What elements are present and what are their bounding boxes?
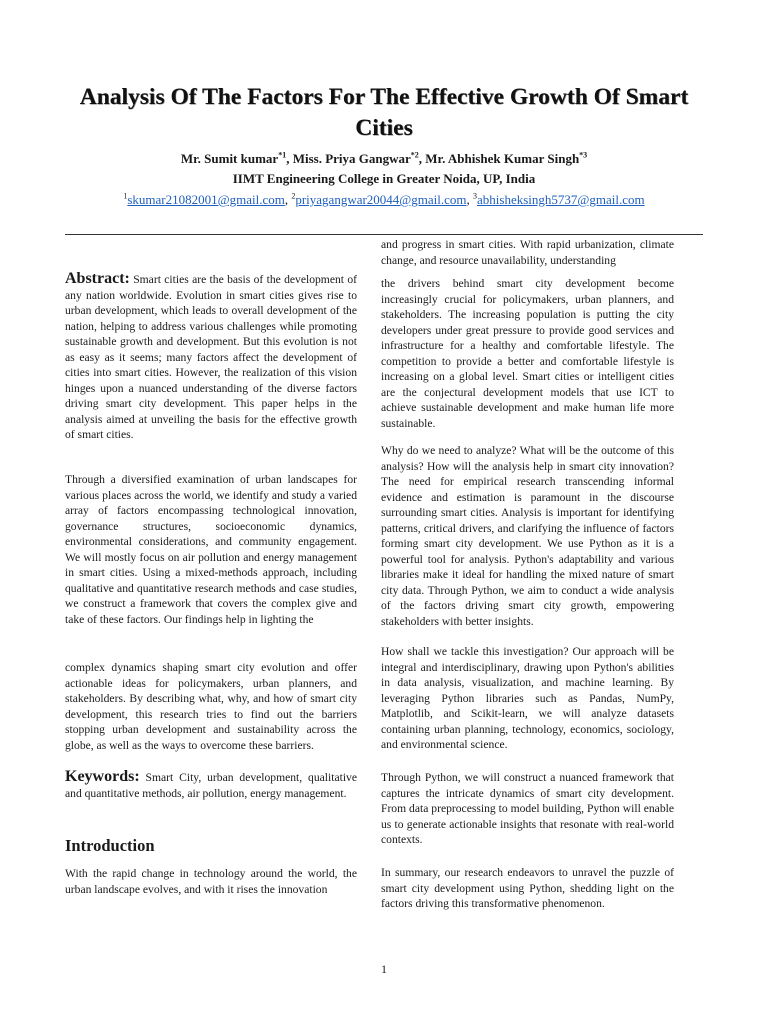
email-link-1[interactable]: skumar21082001@gmail.com — [127, 192, 285, 207]
right-paragraph-3: How shall we tackle this investigation? Our approach will be integral and interdisciplinary, drawing upon Python's abilities in data analysis, visualization, and machine learning. By leveraging Python libraries such as Pandas, NumPy, Matplotlib, and Scikit-learn, we will analyze datasets containing urban planning, technology, economics, sociology, and environmental science. — [381, 645, 674, 751]
email-2-sup: 2 — [291, 191, 296, 201]
right-paragraph-2: Why do we need to analyze? What will be the outcome of this analysis? How will the analysis help in smart city innovation? The need for empirical research transcending informal evidence and estimation is paramount in the discourse surrounding smart cities. Analysis is important for identifying patterns, critical drivers, and clarifying the influence of factors forming smart city development. We use Python as it is a powerful tool for analysis. Python's adaptability and various libraries make it ideal for handling the mixed nature of smart city data. Through Python, we aim to conduct a wide analysis of the factors driving smart city growth, empowering stakeholders with better insights. — [381, 444, 674, 628]
email-link-3[interactable]: abhisheksingh5737@gmail.com — [477, 192, 645, 207]
introduction-paragraph-1: With the rapid change in technology around the world, the urban landscape evolves, and with it rises the innovation — [65, 867, 357, 896]
author-line — [60, 150, 708, 168]
keywords-heading: Keywords: — [65, 768, 140, 785]
abstract-text-1: Smart cities are the basis of the development of any nation worldwide. Evolution in smart cities gives rise to urban development, which leads to overall development of the nation, helping to address various challenges while promoting sustainable growth and development. But this evolution is not as easy as it seems; many factors affect the development of cities into smart cities. However, the realization of this vision hinges upon a nuanced understanding of the diverse factors driving smart city development. This paper helps in the analysis aimed at unveiling the basis for the effective growth of smart cities. — [65, 273, 357, 441]
keywords-paragraph — [65, 769, 357, 801]
email-line: $^1$skumar21082001@gmail.com, $^2$priyagangwar20044@gmail.com, $^3$abhisheksingh5737@gmail.com — [123, 191, 645, 207]
author-1-sup: *1 — [278, 150, 287, 160]
keywords-text: Smart City, urban development, qualitative and quantitative methods, air pollution, energy management. — [65, 771, 357, 800]
author-3: , Mr. Abhishek Kumar Singh — [418, 151, 580, 166]
right-paragraph-4: Through Python, we will construct a nuanced framework that captures the intricate dynamics of smart city development. From data preprocessing to model building, Python will enable us to generate actionable insights that resonate with real-world contexts. — [381, 771, 674, 846]
author-1: Mr. Sumit kumar — [180, 151, 279, 166]
email-1-sup: 1 — [123, 191, 128, 201]
author-2: , Miss. Priya Gangwar — [286, 151, 411, 166]
page-number: 1 — [381, 962, 387, 976]
author-2-sup: *2 — [410, 150, 419, 160]
header-divider — [65, 234, 703, 235]
right-paragraph-0: and progress in smart cities. With rapid urbanization, climate change, and resource unavailability, understanding — [381, 238, 674, 267]
email-3-sup: 3 — [473, 191, 478, 201]
introduction-heading: Introduction — [65, 836, 155, 855]
abstract-paragraph-3: complex dynamics shaping smart city evolution and offer actionable ideas for policymakers, urban planners, and stakeholders. By describing what, why, and how of smart city development, this research tries to find out the barriers stopping urban development and sustainability across the globe, as well as the ways to overcome these barriers. — [65, 661, 357, 752]
author-3-sup: *3 — [579, 150, 588, 160]
right-paragraph-5: In summary, our research endeavors to unravel the puzzle of smart city development using Python, shedding light on the factors driving this transformative phenomenon. — [381, 866, 674, 910]
abstract-paragraph-2: Through a diversified examination of urban landscapes for various places across the world, we identify and study a varied array of factors encompassing technological innovation, governance structures, socioeconomic dynamics, environmental considerations, and community engagement. We will mostly focus on air pollution and energy management in smart cities. Using a mixed-methods approach, including qualitative and quantitative research methods and case studies, we construct a framework that covers the complex give and take of these factors. Our findings help in lighting the — [65, 473, 357, 626]
right-paragraph-1: the drivers behind smart city development become increasingly crucial for policymakers, urban planners, and stakeholders. The increasing population is putting the city developers under great pressure to provide good services and infrastructure for a healthy and comfortable lifestyle. The competition to provide a better and comfortable lifestyle is increasing on a global level. Smart cities or intelligent cities are the conjectural development models that use ICT to achieve sustainable development and make human life more sustainable. — [381, 277, 674, 430]
affiliation: IIMT Engineering College in Greater Noida, UP, India — [232, 171, 536, 186]
email-link-2[interactable]: priyagangwar20044@gmail.com — [295, 192, 467, 207]
paper-title: Analysis Of The Factors For The Effective Growth Of Smart Cities — [79, 84, 689, 141]
abstract-paragraph-1 — [65, 271, 357, 443]
abstract-heading: Abstract: — [65, 270, 130, 287]
